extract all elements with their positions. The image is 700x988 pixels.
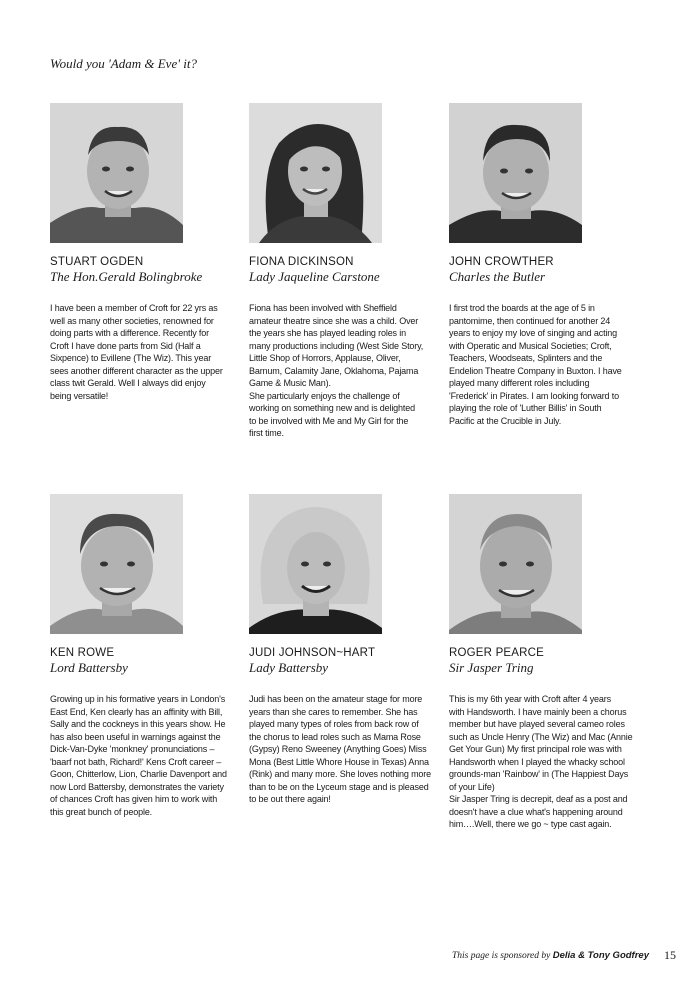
cast-name: STUART OGDEN bbox=[50, 256, 144, 268]
cast-card-fiona-dickinson bbox=[249, 103, 439, 440]
page-number: 15 bbox=[664, 948, 676, 962]
headshot-photo bbox=[449, 103, 582, 243]
headshot-photo bbox=[449, 494, 582, 634]
cast-bio: This is my 6th year with Croft after 4 years with Handsworth. I have mainly been a chorus member but have played several cameo roles such as Uncle Henry (The Wiz) and Mac (Annie Get Your Gun) My first principal role was with Handsworth when I played the whacky school grounds-man 'Rainbow' in (The Happiest Days of your Life) Sir Jasper Tring is decrepit, deaf as a post and doesn't have a clue what's happening around him….Well, there we go ~ type cast again. bbox=[449, 694, 633, 829]
cast-card-ken-rowe bbox=[50, 494, 240, 818]
cast-bio: Judi has been on the amateur stage for more years than she cares to remember. She has played many types of roles from back row of the chorus to lead roles such as Mama Rose (Gypsy) Reno Sweeney (Anything Goes) Miss Mona (Best Little Whore House in Texas) Anna (Rink) and many more. She loves nothing more than to be on the Lyceum stage and is pleased to be out there again! bbox=[249, 694, 431, 804]
cast-name: KEN ROWE bbox=[50, 647, 115, 659]
sponsor-prefix: This page is sponsored by bbox=[452, 951, 551, 961]
headshot-photo bbox=[249, 103, 382, 243]
headshot-photo bbox=[249, 494, 382, 634]
cast-bio: Growing up in his formative years in London's East End, Ken clearly has an affinity with Bill, Sally and the cockneys in this years show. He has also been useful in warnings against the Dick-Van-Dyke 'monkney' pronunciations – 'baarf not bath, Richard!' Kens Croft career – Goon, Chitterlow, Lion, Charlie Davenport and now Lord Battersby, demonstrates the variety of chances Croft has given him to work with this great bunch of people. bbox=[50, 694, 227, 817]
cast-name: ROGER PEARCE bbox=[449, 647, 545, 659]
cast-name: JUDI JOHNSON~HART bbox=[249, 647, 376, 659]
cast-card-roger-pearce bbox=[449, 494, 639, 831]
cast-role: Sir Jasper Tring bbox=[449, 660, 534, 675]
cast-card-stuart-ogden bbox=[50, 103, 240, 402]
cast-bio: I have been a member of Croft for 22 yrs as well as many other societies, renowned for doing parts with a difference. Recently for Croft I have done parts from Sid (Half a Sixpence) to Evillene (The Wiz). This year sees another different character as the upper class twit Gerald. Well I always did enjoy being versatile! bbox=[50, 303, 223, 401]
cast-bio: Fiona has been involved with Sheffield amateur theatre since she was a child. Over the years she has played leading roles in many productions including (West Side Story, Little Shop of Horrors, Applause, Oliver, Barnum, Calamity Jane, Oklahoma, Pajama Game & Music Man). She particularly enjoys the challenge of working on something new and is delighted to be involved with Me and My Girl for the first time. bbox=[249, 303, 424, 438]
headshot-photo bbox=[50, 494, 183, 634]
cast-role: Charles the Butler bbox=[449, 269, 546, 284]
page-heading: Would you 'Adam & Eve' it? bbox=[50, 56, 197, 71]
cast-role: Lady Jaqueline Carstone bbox=[249, 269, 380, 284]
headshot-photo bbox=[50, 103, 183, 243]
sponsor-names: Delia & Tony Godfrey bbox=[552, 950, 649, 961]
sponsor-footer bbox=[452, 950, 649, 961]
cast-card-judi-johnson-hart bbox=[249, 494, 439, 806]
cast-name: FIONA DICKINSON bbox=[249, 256, 354, 268]
cast-bio: I first trod the boards at the age of 5 in pantomime, then continued for another 24 years to enjoy my love of singing and acting with Operatic and Musical Societies; Croft, Teachers, Woodseats, Splinters and the Endelion Theatre Company in Buxton. I have played many different roles including 'Frederick' in Pirates. I am looking forward to playing the role of 'Luther Billis' in South Pacific at the Crucible in July. bbox=[449, 303, 622, 426]
cast-role: The Hon.Gerald Bolingbroke bbox=[50, 269, 203, 284]
cast-name: JOHN CROWTHER bbox=[449, 256, 554, 268]
cast-role: Lord Battersby bbox=[50, 660, 128, 675]
cast-card-john-crowther bbox=[449, 103, 639, 427]
cast-role: Lady Battersby bbox=[249, 660, 329, 675]
